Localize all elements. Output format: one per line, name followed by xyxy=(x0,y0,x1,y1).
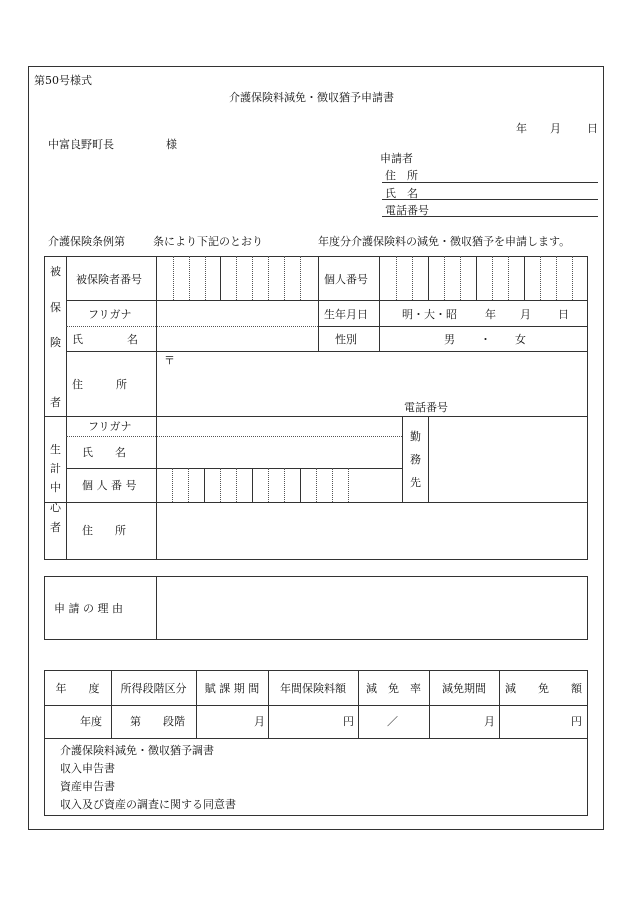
applicant-address-line[interactable] xyxy=(382,182,598,183)
applicant-phone-line[interactable] xyxy=(382,216,598,217)
livelihood-side-char-3: 中 xyxy=(50,481,61,494)
sex-female-option[interactable]: 女 xyxy=(515,333,526,346)
birth-year-label: 年 xyxy=(485,308,496,321)
fees-header-reduction-amount: 減 免 額 xyxy=(505,682,582,695)
fees-row-period-months[interactable]: 月 xyxy=(484,715,495,728)
fees-row-year[interactable]: 年度 xyxy=(80,715,102,728)
workplace-char-2: 務 xyxy=(410,453,421,466)
form-title: 介護保険料減免・徴収猶予申請書 xyxy=(229,91,394,104)
applicant-phone-label: 電話番号 xyxy=(385,204,429,217)
birthdate-eras: 明・大・昭 xyxy=(402,308,457,321)
fees-row-amount-yen[interactable]: 円 xyxy=(571,715,582,728)
fees-row-tier[interactable]: 第 段階 xyxy=(130,715,185,728)
sex-label: 性別 xyxy=(335,333,357,346)
addressee: 中富良野町長 xyxy=(48,138,114,151)
applicant-table xyxy=(44,256,588,560)
insured-side-char-4: 者 xyxy=(50,396,61,409)
birth-month-label: 月 xyxy=(520,308,531,321)
livelihood-side-char-2: 計 xyxy=(50,462,61,475)
livelihood-side-char-4: 心 xyxy=(50,501,61,514)
postal-mark: 〒 xyxy=(164,354,175,367)
livelihood-side-char-1: 生 xyxy=(50,443,61,456)
birth-day-label: 日 xyxy=(558,308,569,321)
date-month-label: 月 xyxy=(550,122,561,135)
attachment-2: 収入申告書 xyxy=(60,762,115,775)
attachment-4: 収入及び資産の調査に関する同意書 xyxy=(60,798,236,811)
reason-input[interactable] xyxy=(157,577,587,639)
date-day-label: 日 xyxy=(587,122,598,135)
attachment-1: 介護保険料減免・徴収猶予調書 xyxy=(60,744,214,757)
fees-header-reduction-period: 減免期間 xyxy=(442,682,486,695)
insured-side-char-2: 保 xyxy=(50,301,61,314)
insured-furigana-label: フリガナ xyxy=(88,308,132,321)
fees-header-reduction-rate: 減 免 率 xyxy=(366,682,421,695)
birthdate-label: 生年月日 xyxy=(324,308,368,321)
statement-part2: 条により下記のとおり xyxy=(153,235,263,248)
workplace-char-3: 先 xyxy=(410,476,421,489)
sex-separator: ・ xyxy=(480,333,491,346)
insured-side-char-1: 被 xyxy=(50,265,61,278)
fees-row-rate[interactable]: ／ xyxy=(387,715,398,728)
applicant-label: 申請者 xyxy=(380,152,413,165)
livelihood-address-label: 住 所 xyxy=(82,524,126,537)
livelihood-side-char-5: 者 xyxy=(50,521,61,534)
reason-label: 申 請 の 理 由 xyxy=(54,602,123,615)
date-year-label: 年 xyxy=(516,122,527,135)
fees-header-assessment-period: 賦 課 期 間 xyxy=(204,682,260,695)
fees-row-months[interactable]: 月 xyxy=(254,715,265,728)
livelihood-name-label: 氏 名 xyxy=(82,446,126,459)
personal-number-label: 個人番号 xyxy=(324,273,368,286)
applicant-address-label: 住 所 xyxy=(385,169,418,182)
applicant-name-label: 氏 名 xyxy=(385,187,418,200)
statement-part1: 介護保険条例第 xyxy=(48,235,125,248)
honorific: 様 xyxy=(166,138,177,151)
insured-address-label: 住 所 xyxy=(72,378,127,391)
livelihood-personal-number-label: 個 人 番 号 xyxy=(82,479,137,492)
attachment-3: 資産申告書 xyxy=(60,780,115,793)
insured-number-label: 被保険者番号 xyxy=(76,273,142,286)
insured-side-char-3: 険 xyxy=(50,336,61,349)
insured-phone-label: 電話番号 xyxy=(404,401,448,414)
sex-male-option[interactable]: 男 xyxy=(444,333,455,346)
fees-header-year: 年 度 xyxy=(55,682,100,695)
statement-part3: 年度分介護保険料の減免・徴収猶予を申請します。 xyxy=(318,235,571,248)
form-number: 第50号様式 xyxy=(34,74,92,87)
insured-name-label: 氏 名 xyxy=(72,333,138,346)
fees-header-income-tier: 所得段階区分 xyxy=(120,682,187,695)
applicant-name-line[interactable] xyxy=(382,199,598,200)
fees-row-annual-yen[interactable]: 円 xyxy=(343,715,354,728)
fees-header-annual-premium: 年間保険料額 xyxy=(280,682,346,695)
livelihood-furigana-label: フリガナ xyxy=(88,420,132,433)
workplace-char-1: 勤 xyxy=(410,430,421,443)
